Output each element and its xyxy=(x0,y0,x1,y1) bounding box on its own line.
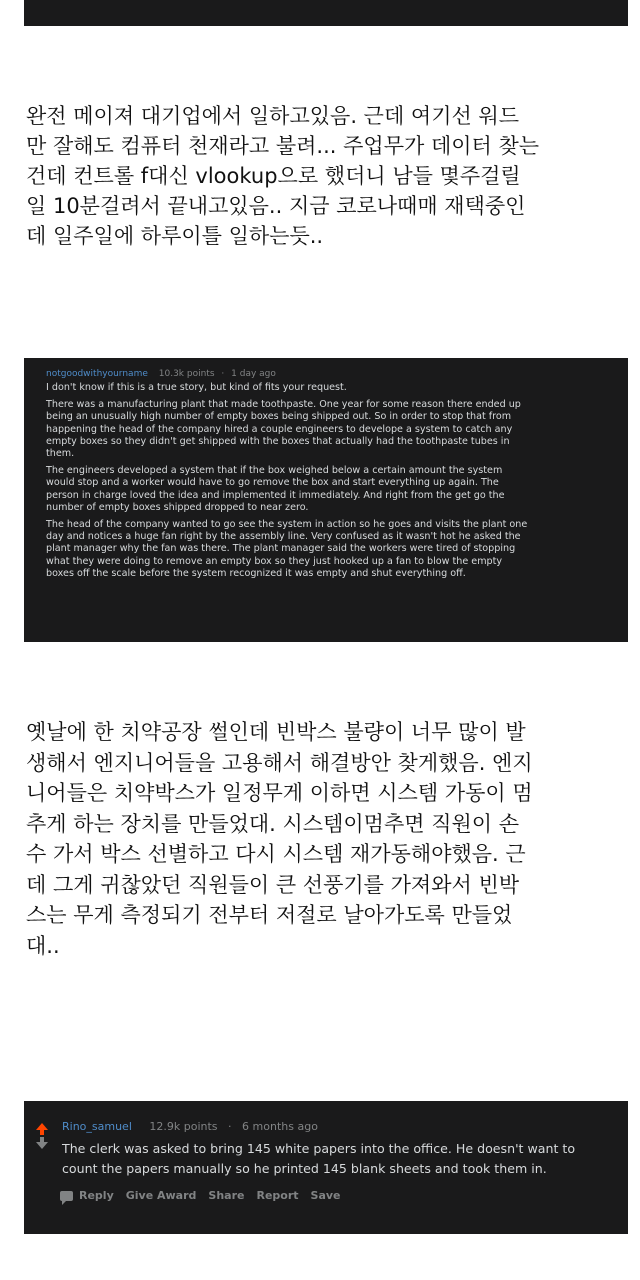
top-dark-bar xyxy=(24,0,628,26)
caption-line: 니어들은 치약박스가 일정무게 이하면 시스템 가동이 멈 xyxy=(26,781,533,805)
post-meta: notgoodwithyourname 10.3k points · 1 day ago xyxy=(46,369,276,379)
post-line: There was a manufacturing plant that made toothpaste. One year for some reason there ended up xyxy=(46,399,521,411)
caption-line: 수 가서 박스 선별하고 다시 시스템 재가동해야했음. 근 xyxy=(26,842,526,866)
caption-line: 옛날에 한 치약공장 썰인데 빈박스 불량이 너무 많이 발 xyxy=(26,720,526,744)
post-line: happening the head of the company hired a couple engineers to develope a system to catch any xyxy=(46,423,513,435)
post-line: plant manager why the fan was there. The plant manager said the workers were tired of stopping xyxy=(46,543,516,555)
save-button[interactable]: Save xyxy=(310,1189,341,1202)
caption-line: 추게 하는 장치를 만들었대. 시스템이멈추면 직원이 손 xyxy=(26,811,520,836)
post-line: number of empty boxes shipped dropped to near zero. xyxy=(46,501,309,513)
reddit-post-screenshot xyxy=(24,358,628,642)
post-line: what they were doing to remove an empty box so they just hooked up a fan to blow the empty xyxy=(46,555,503,567)
share-button[interactable]: Share xyxy=(208,1189,245,1202)
post-paragraph xyxy=(46,382,610,394)
reply-button[interactable] xyxy=(60,1189,114,1202)
speech-bubble-icon xyxy=(60,1191,73,1201)
post-line: I don't know if this is a true story, but kind of fits your request. xyxy=(46,382,347,393)
korean-caption-1 xyxy=(26,101,626,251)
give-award-button[interactable]: Give Award xyxy=(125,1189,197,1202)
post-points: 10.3k points xyxy=(158,369,215,379)
post-line: being an unusually high number of empty boxes being shipped out. So in order to stop that from xyxy=(46,411,512,423)
caption-line: 대.. xyxy=(26,933,60,958)
post-line: The engineers developed a system that if the box weighed below a certain amount the system xyxy=(46,465,503,477)
caption-line: 완전 메이져 대기업에서 일하고있음. 근데 여기선 워드 xyxy=(26,104,520,128)
post-paragraph xyxy=(46,399,610,460)
comment-body xyxy=(62,1139,575,1179)
post-line: empty boxes so they didn't get shipped with the boxes that actually had the toothpaste tubes in xyxy=(46,435,510,447)
post-line: would stop and a worker would have to go remove the box and start everything up again. The xyxy=(46,477,499,489)
upvote-arrow-icon[interactable] xyxy=(36,1123,48,1130)
comment-meta: Rino_samuel 12.9k points · 6 months ago xyxy=(62,1120,318,1133)
post-username[interactable]: notgoodwithyourname xyxy=(46,369,148,379)
post-time: 1 day ago xyxy=(231,369,276,379)
comment-points: 12.9k points xyxy=(149,1120,218,1133)
post-line: boxes off the scale before the system recognized it was empty and shut everything off. xyxy=(46,567,466,579)
post-line: The head of the company wanted to go see the system in action so he goes and visits the plant one xyxy=(46,519,528,531)
vote-column xyxy=(34,1123,50,1149)
comment-time: 6 months ago xyxy=(242,1120,318,1133)
korean-caption-2 xyxy=(26,717,626,961)
caption-line: 건데 컨트롤 f대신 vlookup으로 했더니 남들 몇주걸릴 xyxy=(26,164,521,188)
comment-username[interactable]: Rino_samuel xyxy=(62,1120,132,1133)
caption-line: 만 잘해도 컴퓨터 천재라고 불려... 주업무가 데이터 찾는 xyxy=(26,134,540,158)
post-line: person in charge loved the idea and implemented it immediately. And right from the get go the xyxy=(46,489,505,501)
comment-line: count the papers manually so he printed 145 blank sheets and took them in. xyxy=(62,1161,547,1176)
post-line: day and notices a huge fan right by the assembly line. Very confused as it wasn't hot he asked the xyxy=(46,531,521,543)
post-paragraph xyxy=(46,465,610,514)
downvote-arrow-icon[interactable] xyxy=(36,1142,48,1149)
report-button[interactable]: Report xyxy=(256,1189,299,1202)
reddit-comment-screenshot xyxy=(24,1101,628,1234)
post-paragraph xyxy=(46,519,610,580)
caption-line: 데 일주일에 하루이틀 일하는듯.. xyxy=(26,224,324,248)
comment-action-bar xyxy=(60,1189,353,1202)
caption-line: 데 그게 귀찮았던 직원들이 큰 선풍기를 가져와서 빈박 xyxy=(26,872,520,897)
post-body xyxy=(46,382,610,580)
caption-line: 일 10분걸려서 끝내고있음.. 지금 코로나때매 재택중인 xyxy=(26,194,526,218)
comment-line: The clerk was asked to bring 145 white papers into the office. He doesn't want to xyxy=(62,1141,576,1156)
reply-label: Reply xyxy=(79,1189,114,1202)
caption-line: 스는 무게 측정되기 전부터 저절로 날아가도록 만들었 xyxy=(26,903,513,927)
post-line: them. xyxy=(46,448,75,460)
caption-line: 생해서 엔지니어들을 고용해서 해결방안 찾게했음. 엔지 xyxy=(26,750,533,775)
